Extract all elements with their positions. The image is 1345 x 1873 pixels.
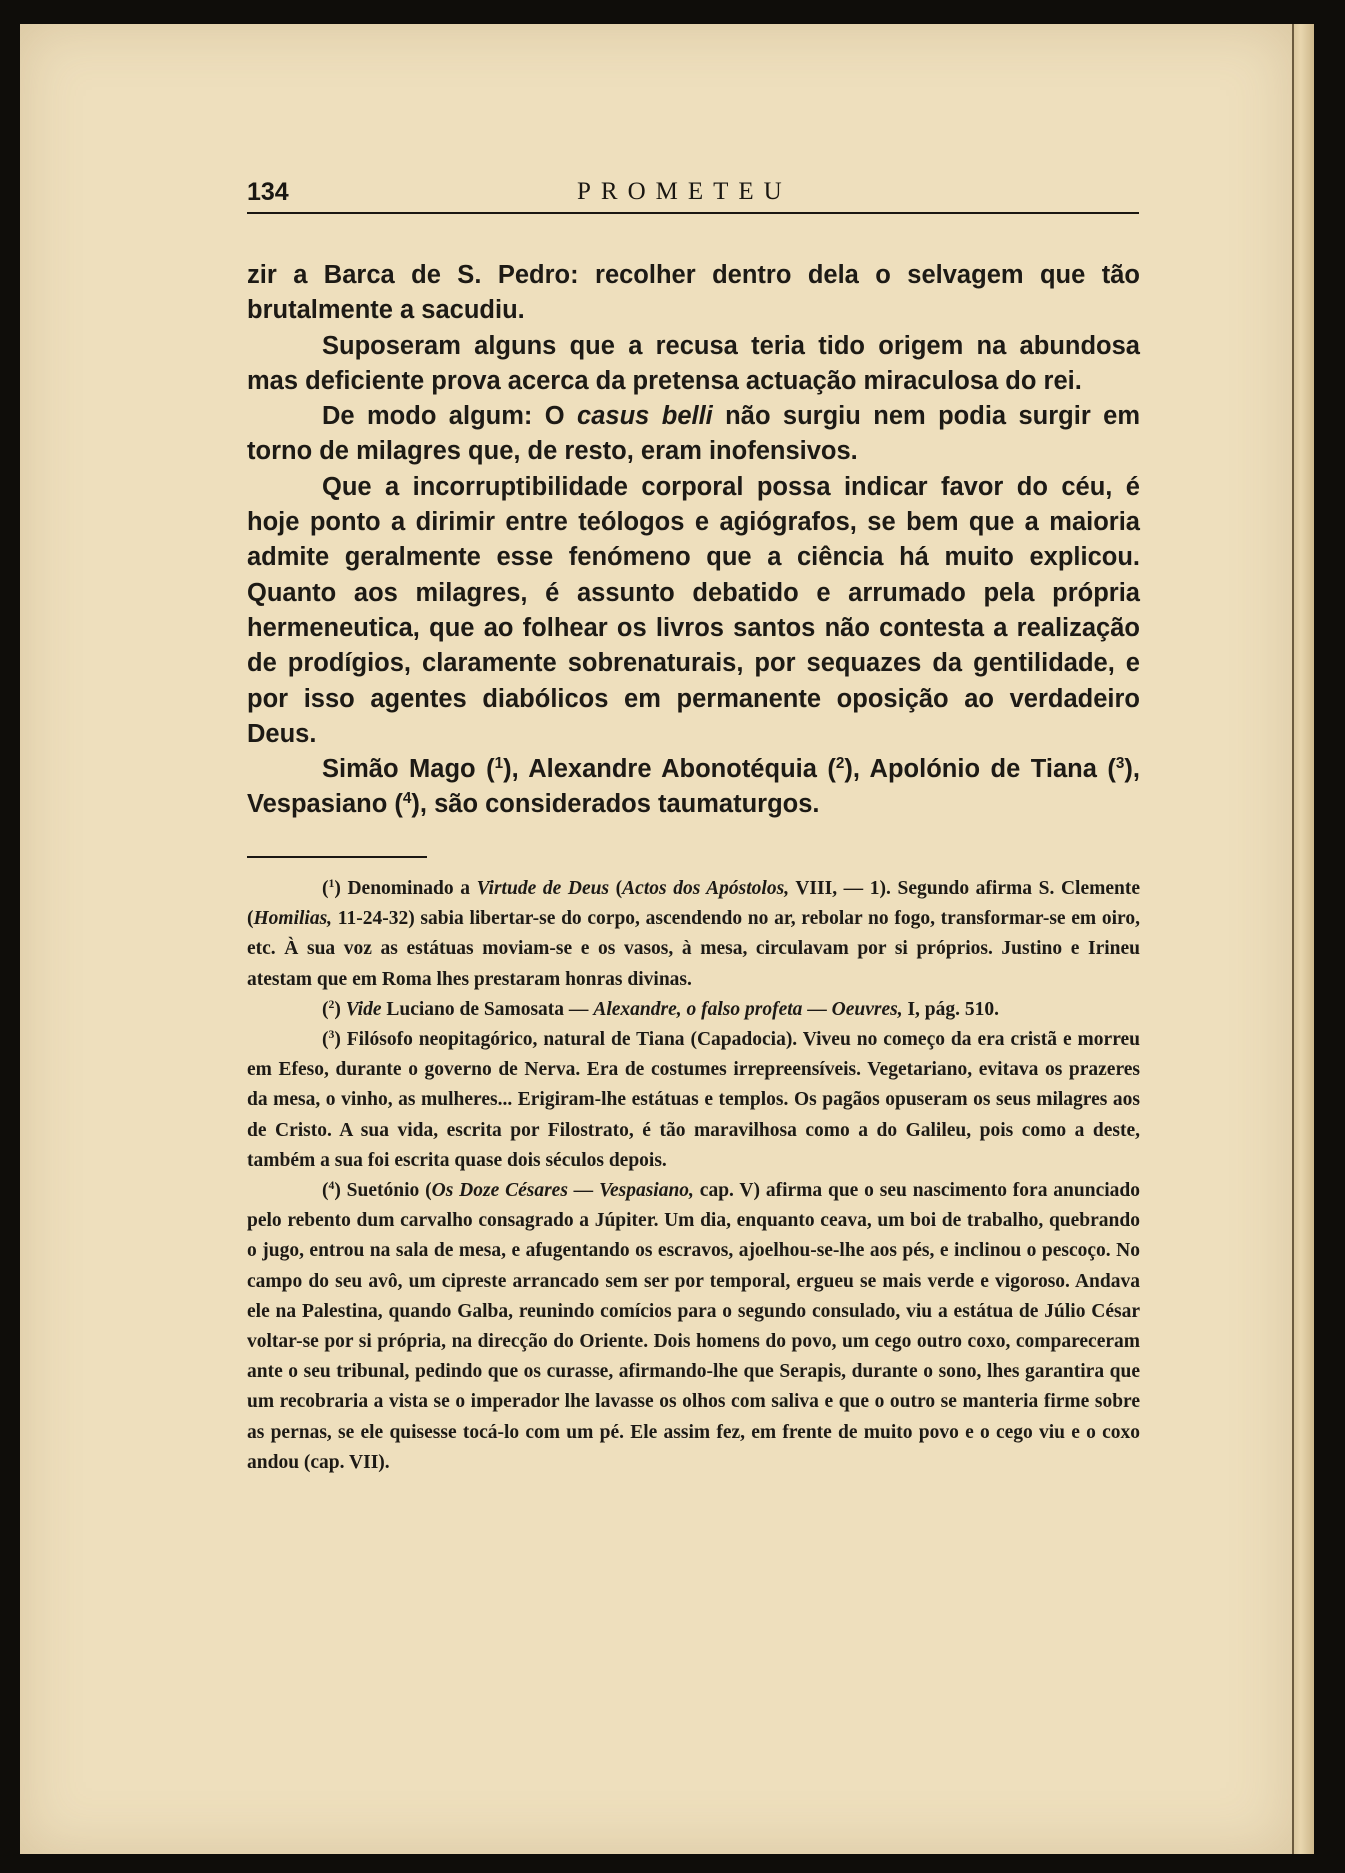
footnote-marker: 3 (1115, 754, 1125, 772)
italic-text: Alexandre, o falso profeta (593, 998, 803, 1020)
header-rule (247, 212, 1139, 214)
text-run: não surgiu nem podia surgir em torno de milagres que, de resto, eram inofensivos. (247, 402, 1141, 466)
main-body-text (247, 258, 1140, 823)
text-run: ( (322, 1029, 329, 1051)
footnote-marker: 1 (494, 754, 504, 772)
footnote-marker: 4 (328, 1179, 335, 1193)
text-run: ( (322, 1180, 329, 1202)
page-edge-line (1292, 24, 1294, 1854)
footnote-marker: 2 (328, 997, 335, 1011)
text-run: ), Vespasiano ( (247, 755, 1140, 819)
footnote-3 (247, 1025, 1140, 1176)
text-run: Luciano de Samosata — (381, 998, 594, 1020)
text-run: Suposeram alguns que a recusa teria tido origem na abundosa mas deficiente prova acerca da pretensa actuação miraculosa do rei. (247, 331, 1140, 395)
italic-text: casus belli (577, 402, 713, 431)
text-run: 11-24-32) sabia libertar-se do corpo, ascendendo no ar, rebolar no fogo, transformar-se em oiro, etc. À sua voz as estátuas moviam-se e os vasos, à mesa, circulavam por si próprios. Justino e Irineu atestam que em Roma lhes prestaram honras divinas. (247, 908, 1140, 990)
italic-text: Os Doze Césares — Vespasiano, (431, 1180, 694, 1202)
text-run: VIII, — 1). Segundo afirma S. Clemente ( (247, 878, 1140, 930)
paragraph (247, 258, 1140, 329)
paragraph (247, 752, 1140, 823)
text-run: ), Apolónio de Tiana ( (844, 755, 1116, 784)
paragraph (247, 470, 1140, 752)
paragraph (247, 329, 1140, 400)
footnote-2 (247, 995, 1140, 1025)
italic-text: Homilias, (253, 908, 333, 930)
text-run: De modo algum: O (322, 402, 578, 431)
footnote-rule (247, 856, 427, 858)
text-run: Simão Mago ( (322, 755, 495, 784)
footnote-marker: 3 (328, 1028, 335, 1041)
text-run: — (802, 998, 832, 1020)
italic-text: Vide (345, 998, 382, 1020)
footnote-marker: 4 (402, 790, 412, 808)
running-title: PROMETEU (577, 178, 792, 205)
text-run: ), Alexandre Abonotéquia ( (503, 755, 836, 784)
text-run: ), são considerados taumaturgos. (411, 790, 820, 819)
text-run: ) Denominado a (334, 878, 477, 899)
text-run: ( (322, 878, 329, 899)
text-run: I, pág. 510. (902, 998, 1000, 1020)
text-run: ) (334, 998, 346, 1020)
footnote-1 (247, 874, 1140, 995)
footnote-marker: 1 (328, 876, 335, 890)
page-header (247, 178, 1139, 212)
page-edge (1292, 24, 1314, 1854)
text-run: ) Suetónio ( (334, 1180, 432, 1202)
italic-text: Oeuvres, (831, 998, 903, 1020)
italic-text: Actos dos Apóstolos, (622, 878, 790, 899)
italic-text: Virtude de Deus (476, 878, 610, 899)
footnote-marker: 2 (835, 754, 845, 772)
text-run: ) Filósofo neopitagórico, natural de Tiana (Capadocia). Viveu no começo da era cristã e morreu em Efeso, durante o governo de Nerva. Era de costumes irrepreensíveis. Vegetariano, evitava os prazeres da mesa, o vinho, as mulheres... Erigiram-lhe estátuas e templos. Os pagãos opuseram os seus milagres aos de Cristo. A sua vida, escrita por Filostrato, é tão maravilhosa como a do Galileu, pois como a deste, também a sua foi escrita quase dois séculos depois. (247, 1029, 1140, 1171)
page-number: 134 (247, 178, 289, 206)
footnote-4 (247, 1176, 1140, 1478)
paragraph (247, 399, 1140, 470)
footnotes (247, 874, 1140, 1478)
text-run: zir a Barca de S. Pedro: recolher dentro dela o selvagem que tão brutalmente a sacudiu. (247, 261, 1140, 325)
text-run: Que a incorruptibilidade corporal possa indicar favor do céu, é hoje ponto a dirimir entre teólogos e agiógrafos, se bem que a maioria admite geralmente esse fenómeno que a ciência há muito explicou. Quanto aos milagres, é assunto debatido e arrumado pela própria hermeneutica, que ao folhear os livros santos não contesta a realização de prodígios, claramente sobrenaturais, por sequazes da gentilidade, e por isso agentes diabólicos em permanente oposição ao verdadeiro Deus. (247, 472, 1140, 748)
text-run: cap. V) afirma que o seu nascimento fora anunciado pelo rebento dum carvalho consagrado a Júpiter. Um dia, enquanto ceava, um boi de trabalho, quebrando o jugo, entrou na sala de mesa, e afugentando os escravos, ajoelhou-se-lhe aos pés, e inclinou o pescoço. No campo do seu avô, um cipreste arrancado sem ser por temporal, ergueu se mais verde e vigoroso. Andava ele na Palestina, quando Galba, reunindo comícios para o segundo consulado, viu a estátua de Júlio César voltar-se por si própria, na direcção do Oriente. Dois homens do povo, um cego outro coxo, compareceram ante o seu tribunal, pedindo que os curasse, afirmando-lhe que Serapis, durante o sono, lhes garantira que um recobraria a vista se o imperador lhe lavasse os olhos com saliva e que o outro se manteria firme sobre as pernas, se ele quisesse tocá-lo com um pé. Ele assim fez, em frente de muito povo e o cego viu e o coxo andou (cap. VII). (247, 1180, 1141, 1473)
text-run: ( (609, 878, 623, 899)
text-run: ( (322, 998, 329, 1020)
